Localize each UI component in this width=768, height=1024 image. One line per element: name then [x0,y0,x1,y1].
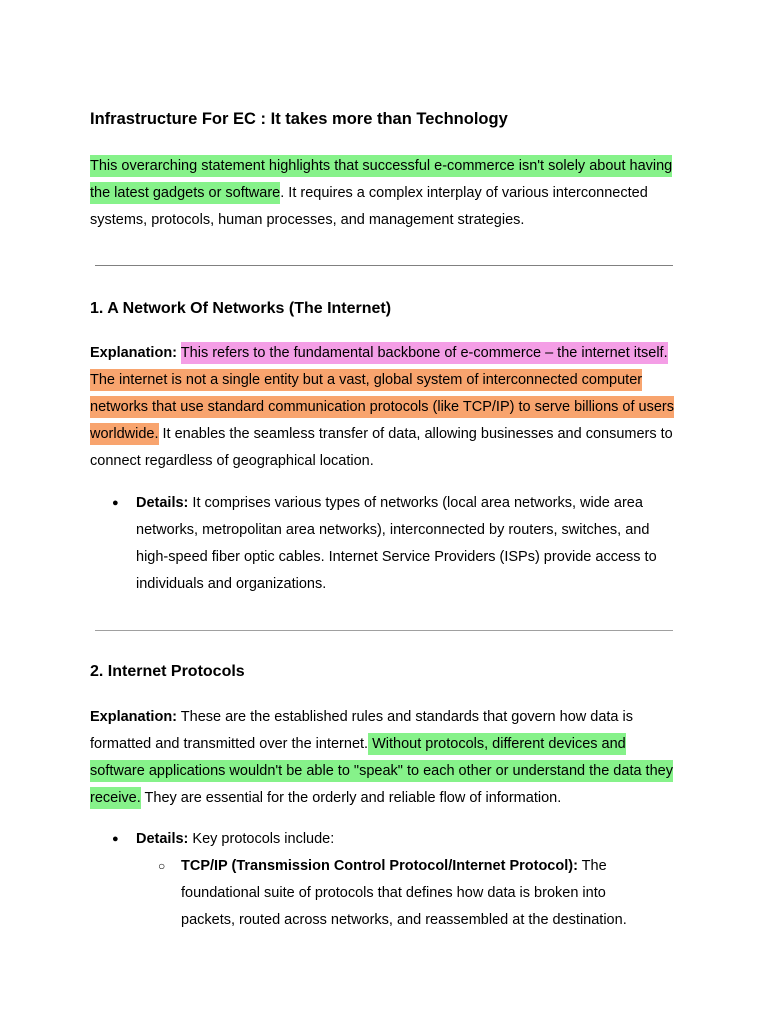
section-divider-2 [95,630,673,631]
document-title: Infrastructure For EC : It takes more than Technology [90,110,508,128]
section2-explanation-label: Explanation: [90,709,178,725]
section2-text-before: These are the established rules and standards that govern how data is formatted and transmitted over the internet. [90,709,633,752]
section2-text: They are essential for the orderly and reliable flow of information. [140,790,562,806]
intro-text: . It requires a complex interplay of various interconnected systems, protocols, human processes, and management strategies. [90,185,648,228]
section1-details-text: It comprises various types of networks (local area networks, wide area networks, metropolitan area networks), interconnected by routers, switches, and high-speed fiber optic cables. Internet Service Providers (ISPs) provide access to individuals and organizations. [136,495,657,592]
section1-text: It enables the seamless transfer of data, allowing businesses and consumers to connect regardless of geographical location. [90,426,673,469]
tcpip-text: The foundational suite of protocols that defines how data is broken into packets, routed across networks, and reassembled at the destination. [181,858,627,928]
tcpip-label: TCP/IP (Transmission Control Protocol/Internet Protocol): [181,858,578,874]
section2-highlight-green: Without protocols, different devices and software applications wouldn't be able to "speak" to each other or understand the data they receive. [90,733,673,809]
section2-details-text: Key protocols include: [188,831,335,847]
section2-details-label: Details: [136,831,189,847]
intro-paragraph [90,153,690,234]
section1-highlight-orange: The internet is not a single entity but a vast, global system of interconnected computer networks that use standard communication protocols (like TCP/IP) to serve billions of users worldwide. [90,369,674,445]
intro-highlight: This overarching statement highlights that successful e-commerce isn't solely about having the latest gadgets or software [90,155,672,204]
section1-explanation-label: Explanation: [90,345,178,361]
tcpip-sub-bullet: ○ [158,859,166,873]
section1-details-label: Details: [136,495,189,511]
section2-heading: 2. Internet Protocols [90,663,245,680]
section1-highlight-pink: This refers to the fundamental backbone of e-commerce – the internet itself. [181,342,668,364]
section1-explanation [90,340,680,475]
section1-details [136,490,684,598]
section1-details-bullet: ● [112,497,119,509]
section1-heading: 1. A Network Of Networks (The Internet) [90,300,392,317]
section-divider-1 [95,265,673,266]
tcpip-item [181,853,661,934]
section2-details-bullet: ● [112,833,119,845]
section2-details [136,826,684,853]
section2-explanation [90,704,680,812]
